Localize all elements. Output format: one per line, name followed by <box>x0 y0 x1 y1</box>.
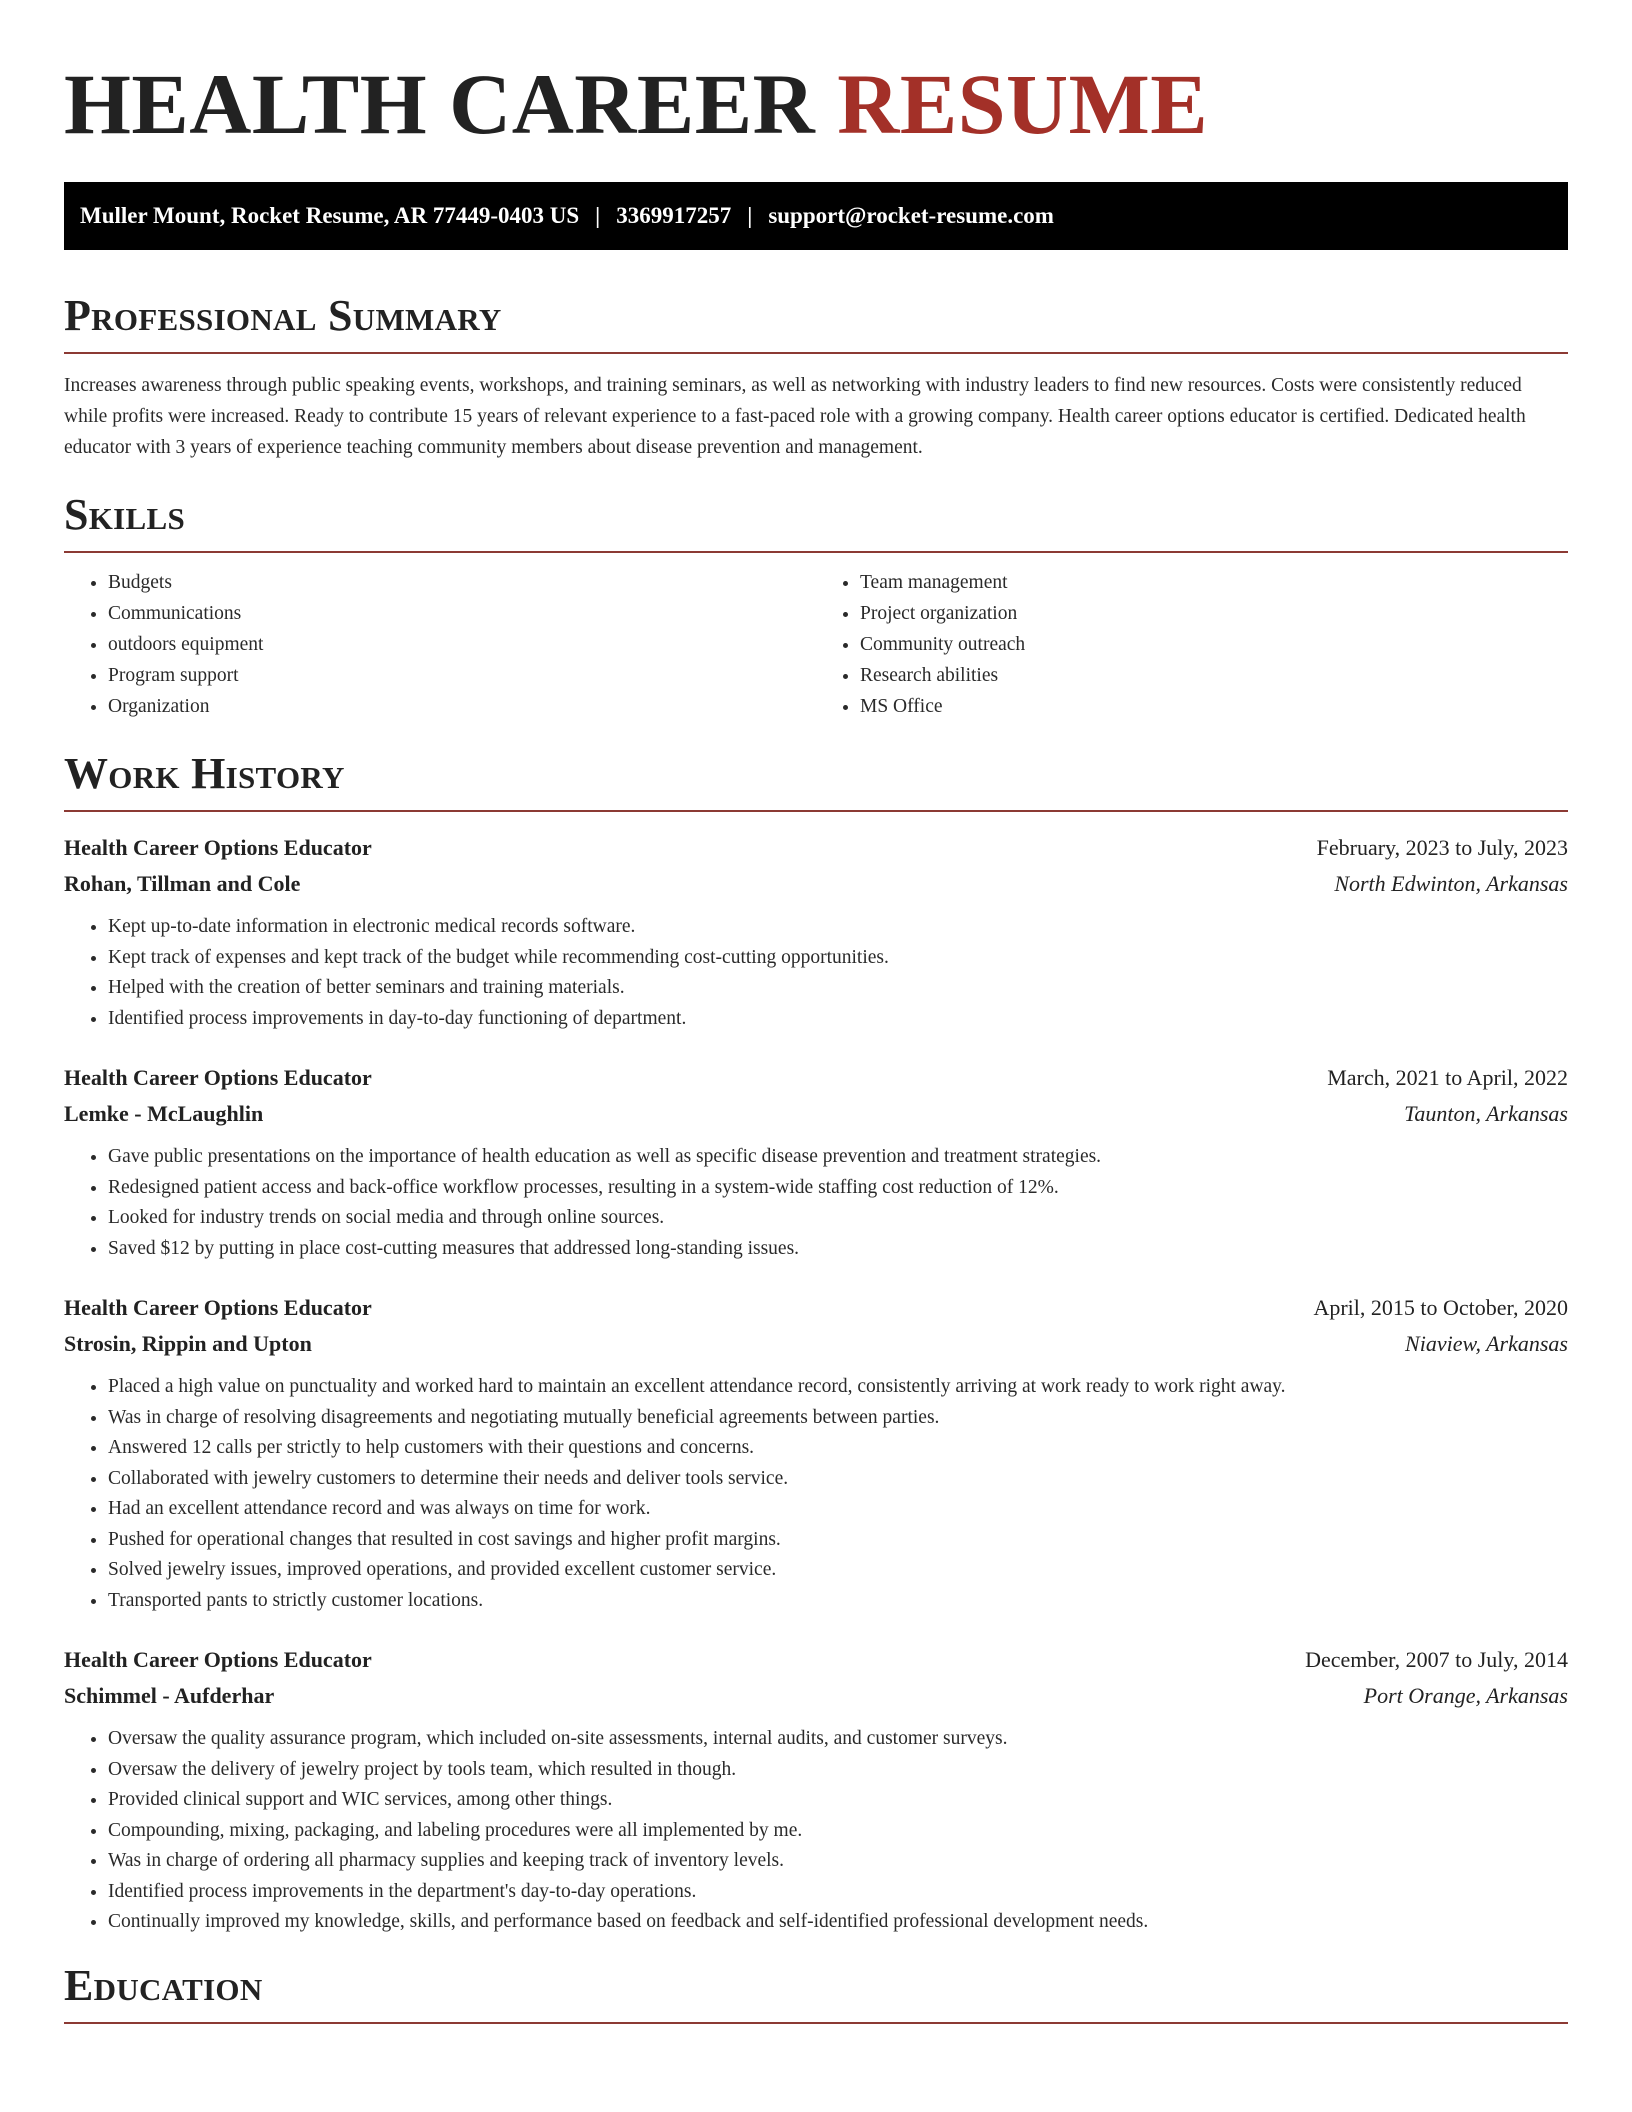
work-heading: Work History <box>64 749 345 798</box>
section-divider <box>64 551 1568 553</box>
summary-heading: Professional Summary <box>64 291 502 340</box>
job-bullet: • Continually improved my knowledge, skills, and performance based on feedback and self-identified professional development needs. <box>108 1907 1568 1938</box>
job-entry <box>64 1642 1568 1938</box>
job-bullet: • Kept track of expenses and kept track of the budget while recommending cost-cutting opportunities. <box>108 943 1568 974</box>
contact-phone: 3369917257 <box>616 203 732 228</box>
job-entry <box>64 1290 1568 1616</box>
contact-separator: | <box>595 203 601 228</box>
job-bullet: • Helped with the creation of better seminars and training materials. <box>108 973 1568 1004</box>
job-bullet: • Compounding, mixing, packaging, and labeling procedures were all implemented by me. <box>108 1816 1568 1847</box>
skill-item: • outdoors equipment <box>108 629 816 660</box>
title-main: HEALTH CAREER <box>64 56 816 152</box>
job-title: Health Career Options Educator <box>64 1065 372 1090</box>
title-accent: RESUME <box>837 56 1209 152</box>
job-bullets <box>64 1142 1568 1264</box>
resume-title <box>64 54 1568 154</box>
job-dates: February, 2023 to July, 2023 <box>1316 835 1568 860</box>
education-section <box>64 1960 1568 2024</box>
section-divider <box>64 810 1568 812</box>
job-location: Port Orange, Arkansas <box>1363 1683 1568 1708</box>
job-bullet: • Saved $12 by putting in place cost-cutting measures that addressed long-standing issues. <box>108 1234 1568 1265</box>
education-heading: Education <box>64 1960 263 2010</box>
section-divider <box>64 352 1568 354</box>
job-bullet: • Solved jewelry issues, improved operations, and provided excellent customer service. <box>108 1555 1568 1586</box>
job-bullet: • Identified process improvements in day-to-day functioning of department. <box>108 1004 1568 1035</box>
skill-item: • Project organization <box>860 598 1568 629</box>
job-location: Taunton, Arkansas <box>1404 1101 1568 1126</box>
job-entry <box>64 1060 1568 1264</box>
job-bullet: • Provided clinical support and WIC services, among other things. <box>108 1785 1568 1816</box>
job-location: North Edwinton, Arkansas <box>1334 871 1568 896</box>
job-bullet: • Gave public presentations on the importance of health education as well as specific disease prevention and treatment strategies. <box>108 1142 1568 1173</box>
job-bullet: • Kept up-to-date information in electronic medical records software. <box>108 912 1568 943</box>
job-company: Rohan, Tillman and Cole <box>64 871 301 896</box>
skill-item: • Communications <box>108 598 816 629</box>
job-bullet: • Identified process improvements in the department's day-to-day operations. <box>108 1877 1568 1908</box>
job-bullets <box>64 1724 1568 1938</box>
skills-heading: Skills <box>64 490 186 539</box>
job-title: Health Career Options Educator <box>64 1647 372 1672</box>
skills-list-left <box>64 567 816 722</box>
summary-section <box>64 290 1568 463</box>
job-location: Niaview, Arkansas <box>1405 1331 1568 1356</box>
job-bullet: • Collaborated with jewelry customers to determine their needs and deliver tools service. <box>108 1464 1568 1495</box>
skills-list-right <box>816 567 1568 722</box>
contact-address: Muller Mount, Rocket Resume, AR 77449-0403 US <box>80 203 580 228</box>
job-bullet: • Answered 12 calls per strictly to help customers with their questions and concerns. <box>108 1433 1568 1464</box>
job-dates: April, 2015 to October, 2020 <box>1313 1295 1568 1320</box>
work-section <box>64 748 1568 1938</box>
job-dates: December, 2007 to July, 2014 <box>1305 1647 1568 1672</box>
job-bullets <box>64 1372 1568 1616</box>
job-bullet: • Oversaw the quality assurance program, which included on-site assessments, internal audits, and customer surveys. <box>108 1724 1568 1755</box>
job-bullets <box>64 912 1568 1034</box>
skill-item: • Program support <box>108 660 816 691</box>
contact-email: support@rocket-resume.com <box>768 203 1054 228</box>
job-bullet: • Placed a high value on punctuality and worked hard to maintain an excellent attendance record, consistently arriving at work ready to work right away. <box>108 1372 1568 1403</box>
skill-item: • Community outreach <box>860 629 1568 660</box>
job-bullet: • Had an excellent attendance record and was always on time for work. <box>108 1494 1568 1525</box>
job-bullet: • Oversaw the delivery of jewelry project by tools team, which resulted in though. <box>108 1755 1568 1786</box>
job-bullet: • Was in charge of resolving disagreements and negotiating mutually beneficial agreements between parties. <box>108 1403 1568 1434</box>
job-dates: March, 2021 to April, 2022 <box>1327 1065 1568 1090</box>
skills-columns <box>64 567 1568 722</box>
skill-item: • Budgets <box>108 567 816 598</box>
job-bullet: • Redesigned patient access and back-office workflow processes, resulting in a system-wide staffing cost reduction of 12%. <box>108 1173 1568 1204</box>
skill-item: • Research abilities <box>860 660 1568 691</box>
job-company: Schimmel - Aufderhar <box>64 1683 275 1708</box>
job-bullet: • Pushed for operational changes that resulted in cost savings and higher profit margins. <box>108 1525 1568 1556</box>
job-bullet: • Transported pants to strictly customer locations. <box>108 1586 1568 1617</box>
skills-section <box>64 489 1568 722</box>
skill-item: • Organization <box>108 691 816 722</box>
job-title: Health Career Options Educator <box>64 1295 372 1320</box>
skill-item: • MS Office <box>860 691 1568 722</box>
job-company: Strosin, Rippin and Upton <box>64 1331 312 1356</box>
job-title: Health Career Options Educator <box>64 835 372 860</box>
job-bullet: • Looked for industry trends on social media and through online sources. <box>108 1203 1568 1234</box>
job-bullet: • Was in charge of ordering all pharmacy supplies and keeping track of inventory levels. <box>108 1846 1568 1877</box>
job-entry <box>64 830 1568 1034</box>
section-divider <box>64 2022 1568 2024</box>
skill-item: • Team management <box>860 567 1568 598</box>
job-company: Lemke - McLaughlin <box>64 1101 264 1126</box>
contact-bar <box>64 182 1568 250</box>
contact-separator: | <box>747 203 753 228</box>
summary-text: Increases awareness through public speaking events, workshops, and training seminars, as well as networking with industry leaders to find new resources. Costs were consistently reduced while profits were increased. Ready to contribute 15 years of relevant experience to a fast-paced role with a growing company. Health career options educator is certified. Dedicated health educator with 3 years of experience teaching community members about disease prevention and management. <box>64 375 1526 458</box>
